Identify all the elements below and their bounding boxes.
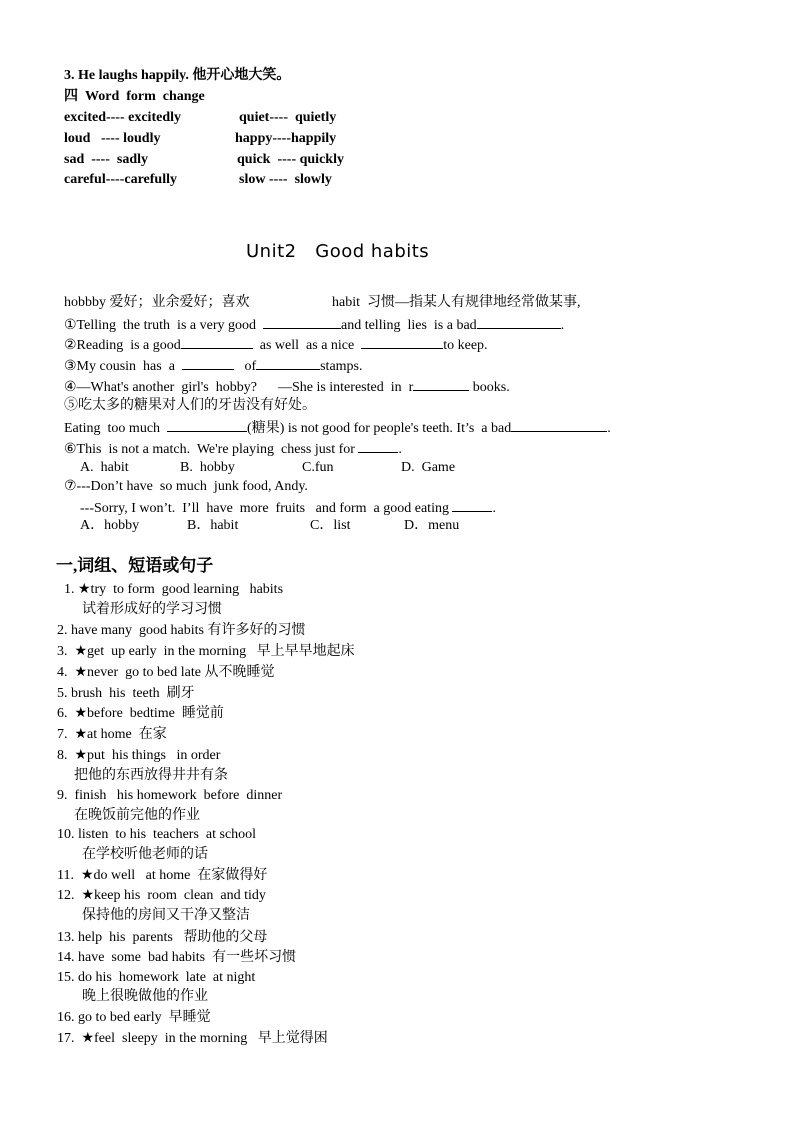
exercise-6-option-c[interactable]: C.fun <box>302 460 334 475</box>
answer-blank[interactable] <box>511 418 607 432</box>
sentence-3: 3. He laughs happily. 他开心地大笑。 <box>64 68 291 83</box>
list-item: 10. listen to his teachers at school <box>57 827 257 842</box>
exercise-6-option-d[interactable]: D. Game <box>401 460 456 475</box>
list-item: 14. have some bad habits 有一些坏习惯 <box>57 950 297 965</box>
exercise-7-option-d[interactable]: D．menu <box>404 518 460 533</box>
exercise-6-option-b[interactable]: B. hobby <box>180 460 235 475</box>
answer-blank[interactable] <box>182 356 234 370</box>
list-item: 3. ★get up early in the morning 早上早早地起床 <box>57 644 355 659</box>
list-item: 17. ★feel sleepy in the morning 早上觉得困 <box>57 1031 328 1046</box>
exercise-7-answer: ---Sorry, I won’t. I’ll have more fruits and form a good eating . <box>80 498 496 518</box>
list-item: 13. help his parents 帮助他的父母 <box>57 930 268 945</box>
list-item: 2. have many good habits 有许多好的习惯 <box>57 623 306 638</box>
exercise-6-option-a[interactable]: A. habit <box>80 460 129 475</box>
list-item: 9. finish his homework before dinner <box>57 788 283 803</box>
answer-blank[interactable] <box>181 335 253 349</box>
list-item: 保持他的房间又干净又整洁 <box>82 908 250 923</box>
list-item: 12. ★keep his room clean and tidy <box>57 888 266 903</box>
list-item: 晚上很晚做他的作业 <box>82 989 208 1004</box>
list-item: 15. do his homework late at night <box>57 970 256 985</box>
exercise-5-chinese: ⑤吃太多的糖果对人们的牙齿没有好处。 <box>64 398 316 413</box>
exercise-6: ⑥This is not a match. We're playing chess just for . <box>64 439 402 459</box>
exercise-4: ④—What's another girl's hobby? —She is interested in r books. <box>64 377 510 397</box>
exercise-7-option-b[interactable]: B．habit <box>187 518 239 533</box>
list-item: 8. ★put his things in order <box>57 748 221 763</box>
exercise-5: Eating too much (糖果) is not good for people's teeth. It’s a bad . <box>64 418 611 438</box>
vocab-habit: habit 习惯—指某人有规律地经常做某事, <box>332 295 581 310</box>
unit-title: Unit2 Good habits <box>246 241 430 262</box>
answer-blank[interactable] <box>477 315 561 329</box>
exercise-7-question: ⑦---Don’t have so much junk food, Andy. <box>64 479 308 494</box>
exercise-1: ①Telling the truth is a very good and telling lies is a bad . <box>64 315 564 335</box>
list-item: 6. ★before bedtime 睡觉前 <box>57 706 224 721</box>
word-form-right-4: slow ---- slowly <box>239 172 332 187</box>
word-form-left-2: loud ---- loudly <box>64 131 161 146</box>
word-form-heading: 四 Word form change <box>64 89 205 104</box>
exercise-2: ②Reading is a good as well as a nice to keep. <box>64 335 488 355</box>
list-item: 11. ★do well at home 在家做得好 <box>57 868 268 883</box>
vocab-hobby: hobbby 爱好；业余爱好；喜欢 <box>64 295 250 310</box>
word-form-right-3: quick ---- quickly <box>237 152 344 167</box>
answer-blank[interactable] <box>413 377 469 391</box>
answer-blank[interactable] <box>361 335 443 349</box>
answer-blank[interactable] <box>256 356 320 370</box>
list-item: 试着形成好的学习习惯 <box>82 602 222 617</box>
word-form-left-4: careful----carefully <box>64 172 177 187</box>
word-form-right-2: happy----happily <box>235 131 337 146</box>
list-item: 在晚饭前完他的作业 <box>74 808 200 823</box>
list-item: 在学校听他老师的话 <box>82 847 208 862</box>
exercise-7-option-a[interactable]: A．hobby <box>80 518 140 533</box>
word-form-right-1: quiet---- quietly <box>239 110 337 125</box>
section-title: 一,词组、短语或句子 <box>56 556 214 575</box>
list-item: 5. brush his teeth 刷牙 <box>57 686 195 701</box>
word-form-left-3: sad ---- sadly <box>64 152 149 167</box>
answer-blank[interactable] <box>358 439 398 453</box>
list-item: 1. ★try to form good learning habits <box>64 582 284 597</box>
answer-blank[interactable] <box>263 315 341 329</box>
answer-blank[interactable] <box>452 498 492 512</box>
word-form-left-1: excited---- excitedly <box>64 110 181 125</box>
list-item: 7. ★at home 在家 <box>57 727 167 742</box>
exercise-3: ③My cousin has a of stamps. <box>64 356 363 376</box>
exercise-7-option-c[interactable]: C．list <box>310 518 351 533</box>
answer-blank[interactable] <box>167 418 247 432</box>
list-item: 4. ★never go to bed late 从不晚睡觉 <box>57 665 275 680</box>
list-item: 16. go to bed early 早睡觉 <box>57 1010 211 1025</box>
list-item: 把他的东西放得井井有条 <box>74 768 228 783</box>
